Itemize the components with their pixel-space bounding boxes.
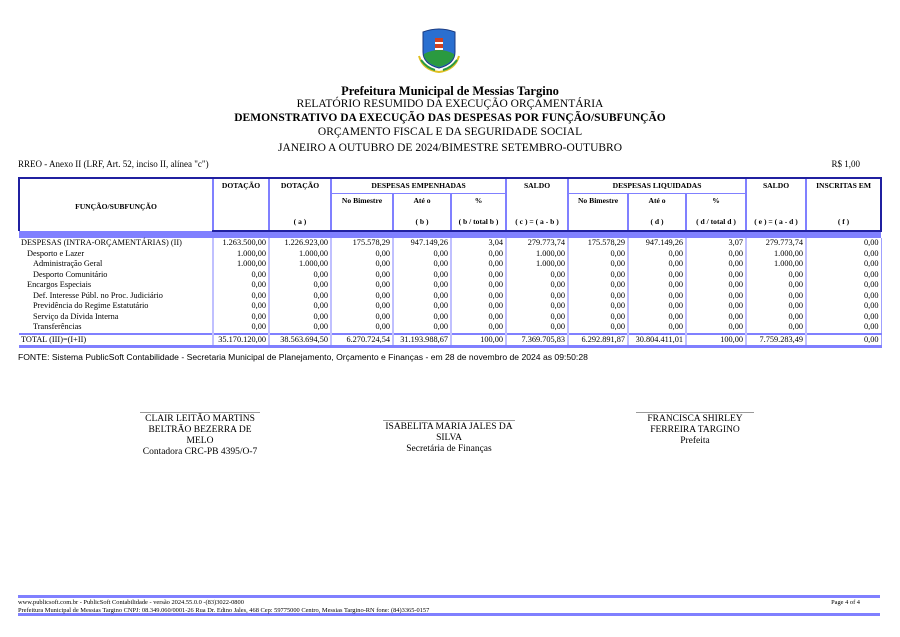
cell-value: 0,00 (451, 270, 506, 281)
cell-value: 0,00 (686, 280, 746, 291)
table-row (19, 270, 881, 281)
cell-value: 0,00 (269, 270, 331, 281)
cell-value: 31.193.988,67 (393, 334, 451, 347)
cell-value: 1.000,00 (746, 249, 806, 260)
cell-value: 0,00 (506, 291, 568, 302)
cell-value: 0,00 (806, 249, 881, 260)
cell-value: 0,00 (213, 280, 269, 291)
header-e: ( e ) = ( a - d ) (746, 211, 806, 231)
cell-value: 0,00 (806, 238, 881, 249)
budget-title: ORÇAMENTO FISCAL E DA SEGURIDADE SOCIAL (317, 126, 583, 138)
row-label: Desporto e Lazer (19, 249, 213, 260)
cell-value: 0,00 (628, 291, 686, 302)
cell-value: 0,00 (451, 280, 506, 291)
cell-value: 0,00 (331, 249, 393, 260)
cell-value: 6.292.891,87 (568, 334, 628, 347)
header-inscribed: INSCRITAS EM (806, 178, 881, 193)
cell-value: 3,04 (451, 238, 506, 249)
cell-value: 0,00 (451, 301, 506, 312)
cell-value: 0,00 (393, 249, 451, 260)
header-liquidated: DESPESAS LIQUIDADAS (568, 178, 746, 193)
cell-value: 0,00 (686, 322, 746, 334)
cell-value: 0,00 (213, 312, 269, 323)
header-emp-pct: % (451, 193, 506, 211)
header-d-total: ( d / total d ) (686, 211, 746, 231)
cell-value: 175.578,29 (331, 238, 393, 249)
cell-value: 0,00 (331, 301, 393, 312)
table-row (19, 291, 881, 302)
cell-value: 0,00 (331, 291, 393, 302)
cell-value: 0,00 (451, 259, 506, 270)
cell-value: 0,00 (393, 291, 451, 302)
table-row (19, 301, 881, 312)
page-number: Page 4 of 4 (831, 599, 860, 606)
row-label: Desporto Comunitário (19, 270, 213, 281)
cell-value: 0,00 (506, 312, 568, 323)
cell-value: 1.000,00 (213, 259, 269, 270)
source-note: FONTE: Sistema PublicSoft Contabilidade - Secretaria Municipal de Planejamento, Orçamento e Finanças - em 28 de novembro de 2024 as 09:50:28 (18, 352, 588, 362)
cell-value: 0,00 (393, 312, 451, 323)
cell-value: 0,00 (686, 259, 746, 270)
row-label: DESPESAS (INTRA-ORÇAMENTÁRIAS) (II) (19, 238, 213, 249)
cell-value: 0,00 (506, 322, 568, 334)
header-liq-until: Até o (628, 193, 686, 211)
cell-value: 0,00 (568, 291, 628, 302)
cell-value: 0,00 (393, 259, 451, 270)
signature-name: ISABELITA MARIA JALES DA SILVA (385, 422, 513, 443)
cell-value: 0,00 (806, 322, 881, 334)
cell-value: 0,00 (806, 334, 881, 347)
header-emp-until: Até o (393, 193, 451, 211)
cell-value: 35.170.120,00 (213, 334, 269, 347)
cell-value: 0,00 (269, 291, 331, 302)
signature-name: FRANCISCA SHIRLEY FERREIRA TARGINO (647, 414, 743, 435)
cell-value: 1.000,00 (269, 249, 331, 260)
header-liq-pct: % (686, 193, 746, 211)
row-label: Serviço da Dívida Interna (19, 312, 213, 323)
row-label: Transferências (19, 322, 213, 334)
cell-value: 175.578,29 (568, 238, 628, 249)
cell-value: 1.226.923,00 (269, 238, 331, 249)
table-row (19, 322, 881, 334)
header-committed: DESPESAS EMPENHADAS (331, 178, 506, 193)
cell-value: 0,00 (269, 312, 331, 323)
header-b: ( b ) (393, 211, 451, 231)
cell-value: 0,00 (806, 270, 881, 281)
cell-value: 0,00 (746, 322, 806, 334)
signature-mayor (636, 412, 754, 447)
expenses-table (18, 177, 882, 348)
cell-value: 0,00 (269, 280, 331, 291)
header-d: ( d ) (628, 211, 686, 231)
report-title: RELATÓRIO RESUMIDO DA EXECUÇÃO ORÇAMENTÁRIA (296, 98, 604, 110)
cell-value: 0,00 (393, 280, 451, 291)
table-row (19, 312, 881, 323)
cell-value: 0,00 (213, 291, 269, 302)
cell-value: 0,00 (628, 249, 686, 260)
cell-value: 0,00 (568, 259, 628, 270)
currency-unit: R$ 1,00 (831, 159, 860, 169)
cell-value: 0,00 (393, 301, 451, 312)
footer-address: Prefeitura Municipal de Messias Targino CNPJ: 08.349.060/0001-26 Rua Dr. Edino Jales, 468 Cep: 59775000 Centro, Messias Targino-RN fone: (84)3365-0157 (18, 607, 430, 614)
footer-software-info: www.publicsoft.com.br - PublicSoft Contabilidade - versão 2024.55.0.0 -(83)3022-0800 (18, 599, 244, 606)
header-function: FUNÇÃO/SUBFUNÇÃO (19, 178, 213, 231)
cell-value: 0,00 (269, 301, 331, 312)
cell-value: 0,00 (451, 249, 506, 260)
cell-value: 0,00 (568, 270, 628, 281)
cell-value: 0,00 (568, 312, 628, 323)
signature-name: CLAIR LEITÃO MARTINS BELTRÃO BEZERRA DE MELO (145, 414, 255, 446)
header-c: ( c ) = ( a - b ) (506, 211, 568, 231)
cell-value: 100,00 (686, 334, 746, 347)
cell-value: 0,00 (331, 280, 393, 291)
cell-value: 0,00 (806, 291, 881, 302)
row-label: Administração Geral (19, 259, 213, 270)
cell-value: 0,00 (628, 312, 686, 323)
cell-value: 0,00 (213, 301, 269, 312)
cell-value: 0,00 (568, 280, 628, 291)
cell-value: 279.773,74 (506, 238, 568, 249)
row-label: Def. Interesse Públ. no Proc. Judiciário (19, 291, 213, 302)
municipal-coat-of-arms-logo (415, 26, 463, 74)
signature-role: Secretária de Finanças (406, 444, 492, 454)
cell-value: 0,00 (746, 280, 806, 291)
header-emp-bimester: No Bimestre (331, 193, 393, 211)
cell-value: 0,00 (451, 312, 506, 323)
header-liq-bimester: No Bimestre (568, 193, 628, 211)
cell-value: 30.804.411,01 (628, 334, 686, 347)
cell-value: 0,00 (806, 301, 881, 312)
cell-value: 0,00 (806, 259, 881, 270)
row-label: Previdência do Regime Estatutário (19, 301, 213, 312)
annex-label: RREO - Anexo II (LRF, Art. 52, inciso II, alínea "c") (18, 159, 209, 169)
cell-value: 0,00 (393, 270, 451, 281)
header-a: ( a ) (269, 211, 331, 231)
cell-value: 0,00 (806, 280, 881, 291)
signature-finance-secretary (383, 420, 515, 455)
signature-role: Contadora CRC-PB 4395/O-7 (142, 447, 258, 457)
cell-value: 947.149,26 (393, 238, 451, 249)
cell-value: 1.263.500,00 (213, 238, 269, 249)
row-label: TOTAL (III)=(I+II) (19, 334, 213, 347)
signature-accountant (140, 412, 260, 458)
cell-value: 0,00 (331, 312, 393, 323)
demonstrative-title: DEMONSTRATIVO DA EXECUÇÃO DAS DESPESAS POR FUNÇÃO/SUBFUNÇÃO (234, 112, 666, 124)
cell-value: 0,00 (451, 291, 506, 302)
cell-value: 0,00 (331, 259, 393, 270)
cell-value: 0,00 (506, 301, 568, 312)
table-row (19, 259, 881, 270)
cell-value: 1.000,00 (269, 259, 331, 270)
cell-value: 0,00 (686, 249, 746, 260)
cell-value: 0,00 (568, 249, 628, 260)
cell-value: 0,00 (628, 301, 686, 312)
cell-value: 0,00 (506, 280, 568, 291)
cell-value: 0,00 (628, 270, 686, 281)
cell-value: 1.000,00 (506, 249, 568, 260)
row-label: Encargos Especiais (19, 280, 213, 291)
cell-value: 1.000,00 (213, 249, 269, 260)
cell-value: 38.563.694,50 (269, 334, 331, 347)
cell-value: 947.149,26 (628, 238, 686, 249)
header-saldo-2: SALDO (746, 178, 806, 193)
cell-value: 0,00 (331, 270, 393, 281)
cell-value: 0,00 (746, 270, 806, 281)
cell-value: 0,00 (628, 280, 686, 291)
cell-value: 0,00 (213, 270, 269, 281)
cell-value: 279.773,74 (746, 238, 806, 249)
total-row (19, 334, 881, 347)
table-row (19, 238, 881, 249)
cell-value: 0,00 (746, 291, 806, 302)
table-row (19, 280, 881, 291)
cell-value: 1.000,00 (746, 259, 806, 270)
cell-value: 1.000,00 (506, 259, 568, 270)
cell-value: 0,00 (568, 322, 628, 334)
cell-value: 3,07 (686, 238, 746, 249)
header-dotacao-initial: DOTAÇÃO (213, 178, 269, 193)
cell-value: 0,00 (393, 322, 451, 334)
cell-value: 0,00 (686, 270, 746, 281)
cell-value: 0,00 (746, 312, 806, 323)
cell-value: 0,00 (213, 322, 269, 334)
period-title: JANEIRO A OUTUBRO DE 2024/BIMESTRE SETEMBRO-OUTUBRO (277, 142, 623, 154)
entity-title: Prefeitura Municipal de Messias Targino (341, 84, 559, 98)
cell-value: 0,00 (746, 301, 806, 312)
header-dotacao-updated: DOTAÇÃO (269, 178, 331, 193)
cell-value: 7.369.705,83 (506, 334, 568, 347)
page-footer (18, 595, 880, 616)
cell-value: 0,00 (568, 301, 628, 312)
cell-value: 0,00 (686, 301, 746, 312)
cell-value: 0,00 (331, 322, 393, 334)
cell-value: 0,00 (686, 291, 746, 302)
cell-value: 0,00 (628, 259, 686, 270)
header-b-total: ( b / total b ) (451, 211, 506, 231)
header-f: ( f ) (806, 211, 881, 231)
cell-value: 6.270.724,54 (331, 334, 393, 347)
cell-value: 0,00 (451, 322, 506, 334)
cell-value: 0,00 (686, 312, 746, 323)
cell-value: 0,00 (269, 322, 331, 334)
header-saldo-1: SALDO (506, 178, 568, 193)
cell-value: 100,00 (451, 334, 506, 347)
signature-role: Prefeita (680, 436, 710, 446)
cell-value: 0,00 (506, 270, 568, 281)
cell-value: 0,00 (806, 312, 881, 323)
cell-value: 0,00 (628, 322, 686, 334)
cell-value: 7.759.283,49 (746, 334, 806, 347)
table-row (19, 249, 881, 260)
